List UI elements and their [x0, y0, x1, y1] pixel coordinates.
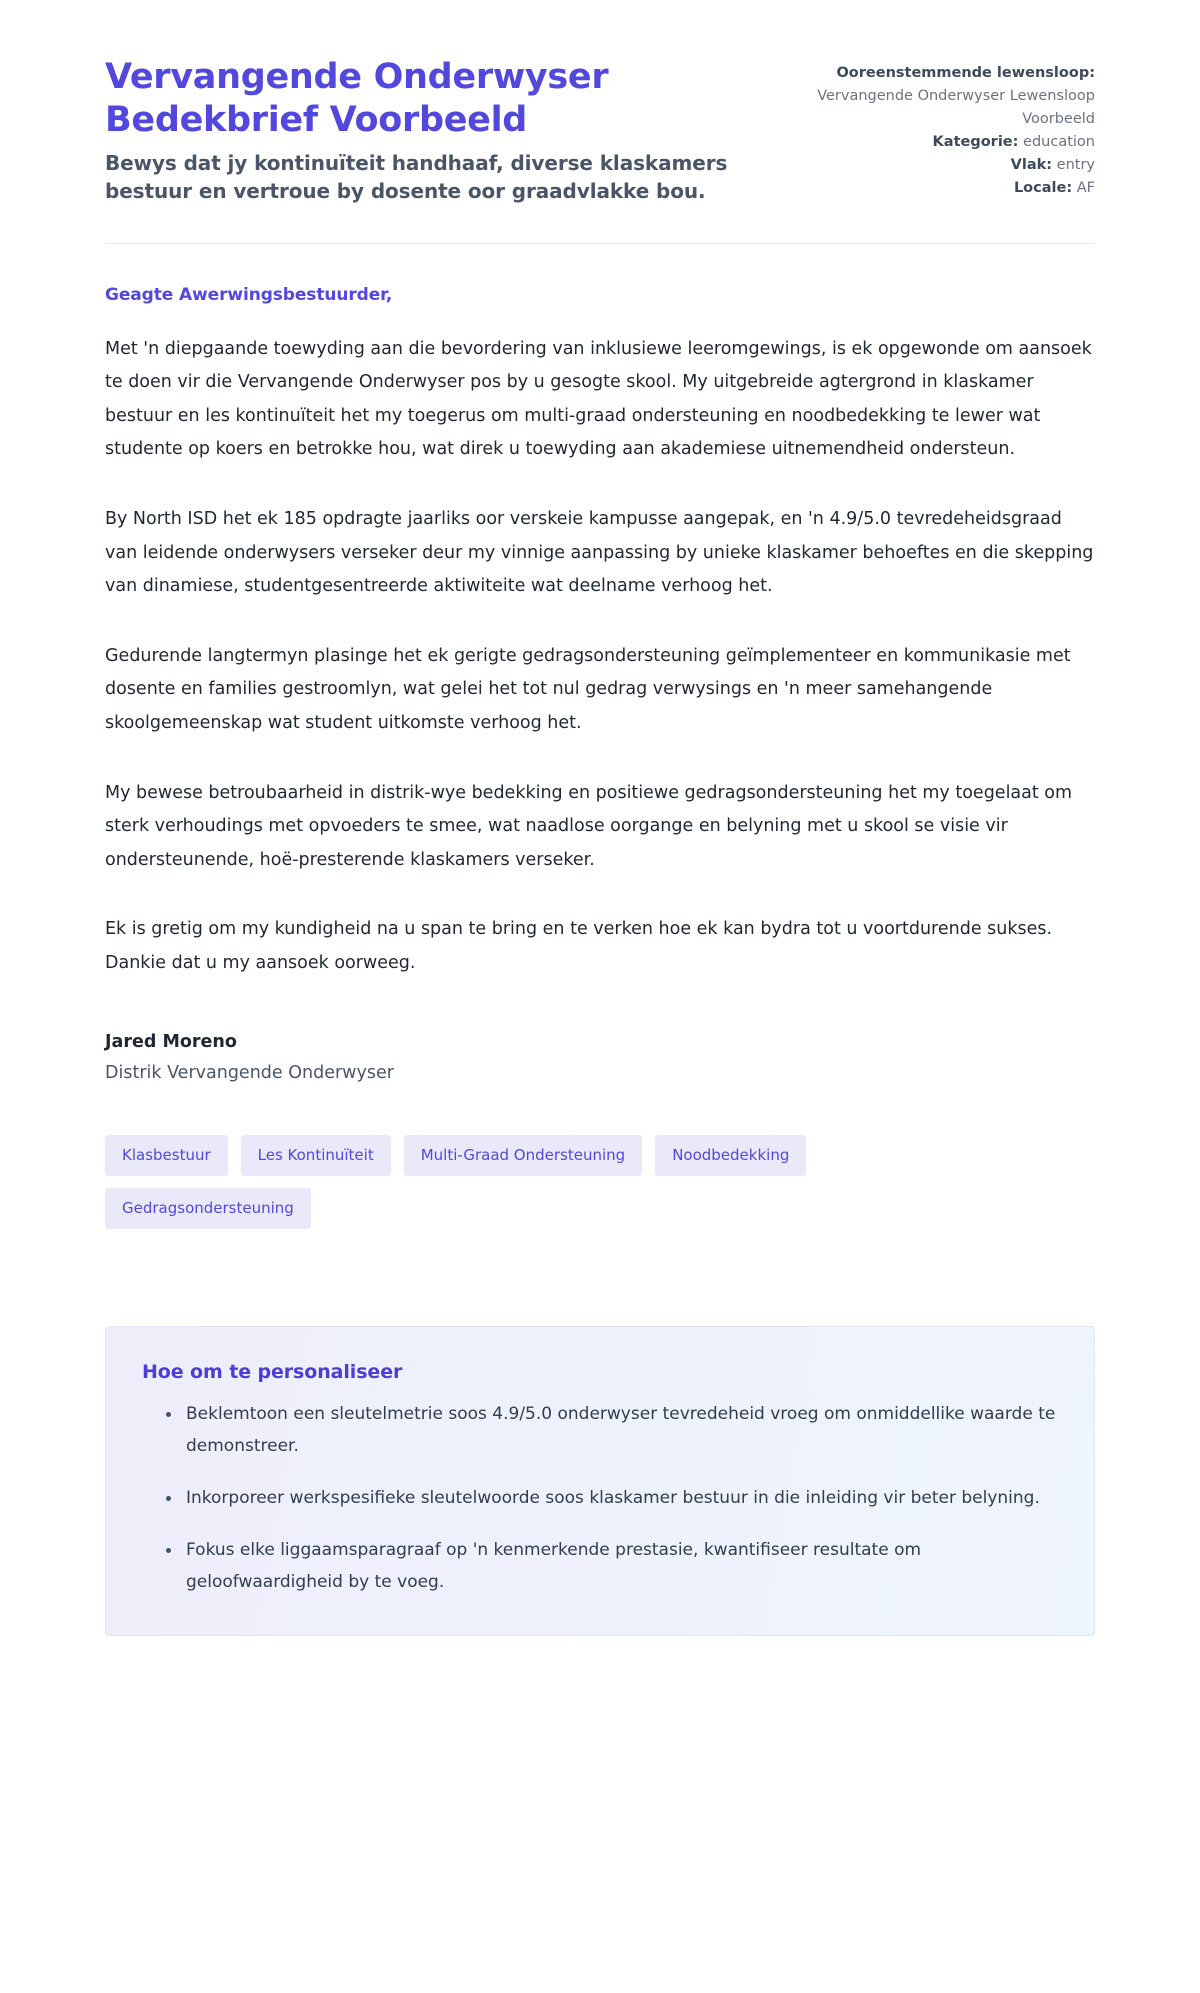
letter-paragraph: My bewese betroubaarheid in distrik-wye bedekking en positiewe gedragsondersteuning het my toegelaat om sterk verhoudings met opvoeders te smee, wat naadlose oorgange en belyning met u skool se visie vir ondersteunende, hoë-presterende klaskamers verseker. — [105, 782, 1073, 870]
signature-name: Jared Moreno — [105, 1032, 237, 1053]
document-header — [105, 56, 1095, 206]
metadata-label-category: Kategorie: — [932, 133, 1019, 150]
letter-paragraph: Ek is gretig om my kundigheid na u span te bring en te verken hoe ek kan bydra tot u voortdurende sukses. Dankie dat u my aansoek oorweeg. — [105, 919, 1053, 973]
metadata-row-resume — [785, 62, 1095, 131]
tag-chip[interactable]: Noodbedekking — [655, 1135, 806, 1176]
metadata-label-resume: Ooreenstemmende lewensloop: — [836, 65, 1095, 81]
header-title-group — [105, 56, 745, 206]
callout-tip-item: Fokus elke liggaamsparagraaf op 'n kenmerkende prestasie, kwantifiseer resultate om geloofwaardigheid by te voeg. — [166, 1535, 1058, 1599]
tag-chip[interactable]: Les Kontinuïteit — [241, 1135, 391, 1176]
metadata-label-locale: Locale: — [1013, 179, 1073, 196]
metadata-value-resume: Vervangende Onderwyser Lewensloop Voorbeeld — [817, 87, 1095, 127]
letter-salutation: Geagte Awerwingsbestuurder, — [105, 284, 393, 305]
cover-letter-body — [105, 244, 1095, 1084]
tag-chip[interactable]: Multi-Graad Ondersteuning — [404, 1135, 642, 1176]
callout-tip-item: Beklemtoon een sleutelmetrie soos 4.9/5.0 onderwyser tevredeheid vroeg om onmiddellike waarde te demonstreer. — [166, 1399, 1058, 1463]
page-title: Vervangende Onderwyser Bedekbrief Voorbeeld — [105, 57, 609, 140]
metadata-value-level: entry — [1056, 156, 1095, 173]
metadata-label-level: Vlak: — [1010, 156, 1053, 173]
callout-title: Hoe om te personaliseer — [142, 1361, 403, 1384]
tag-chip[interactable]: Gedragsondersteuning — [105, 1188, 311, 1229]
metadata-row-locale — [785, 177, 1095, 200]
callout-tip-item: Inkorporeer werkspesifieke sleutelwoorde soos klaskamer bestuur in die inleiding vir beter belyning. — [166, 1483, 1058, 1515]
metadata-row-level — [785, 154, 1095, 177]
letter-paragraph: Gedurende langtermyn plasinge het ek gerigte gedragsondersteuning geïmplementeer en kommunikasie met dosente en families gestroomlyn, wat gelei het tot nul gedrag verwysings en 'n meer samehangende skoolgemeenskap wat student uitkomste verhoog het. — [105, 645, 1071, 733]
page-subtitle: Bewys dat jy kontinuïteit handhaaf, diverse klaskamers bestuur en vertroue by dosente oor graadvlakke bou. — [105, 151, 728, 203]
letter-paragraph: By North ISD het ek 185 opdragte jaarliks oor verskeie kampusse aangepak, en 'n 4.9/5.0 tevredeheidsgraad van leidende onderwysers verseker deur my vinnige aanpassing by unieke klaskamer behoeftes en die skepping van dinamiese, studentgesentreerde aktiwiteite wat deelname verhoog het. — [105, 508, 1094, 597]
personalization-callout — [105, 1326, 1095, 1636]
metadata-row-category — [785, 131, 1095, 154]
tag-chip[interactable]: Klasbestuur — [105, 1135, 228, 1176]
metadata-value-locale: AF — [1076, 179, 1095, 196]
tag-list — [105, 1135, 905, 1229]
letter-paragraph: Met 'n diepgaande toewyding aan die bevordering van inklusiewe leeromgewings, is ek opgewonde om aansoek te doen vir die Vervangende Onderwyser pos by u gesogte skool. My uitgebreide agtergrond in klaskamer bestuur en les kontinuïteit het my toegerus om multi-graad ondersteuning en noodbedekking te lewer wat studente op koers en betrokke hou, wat direk u toewyding aan akademiese uitnemendheid ondersteun. — [105, 338, 1092, 460]
signature-role: Distrik Vervangende Onderwyser — [105, 1063, 394, 1084]
metadata-value-category: education — [1023, 133, 1095, 150]
callout-tip-list — [142, 1399, 1058, 1599]
document-metadata — [785, 56, 1095, 199]
signature-block — [105, 1032, 1095, 1083]
